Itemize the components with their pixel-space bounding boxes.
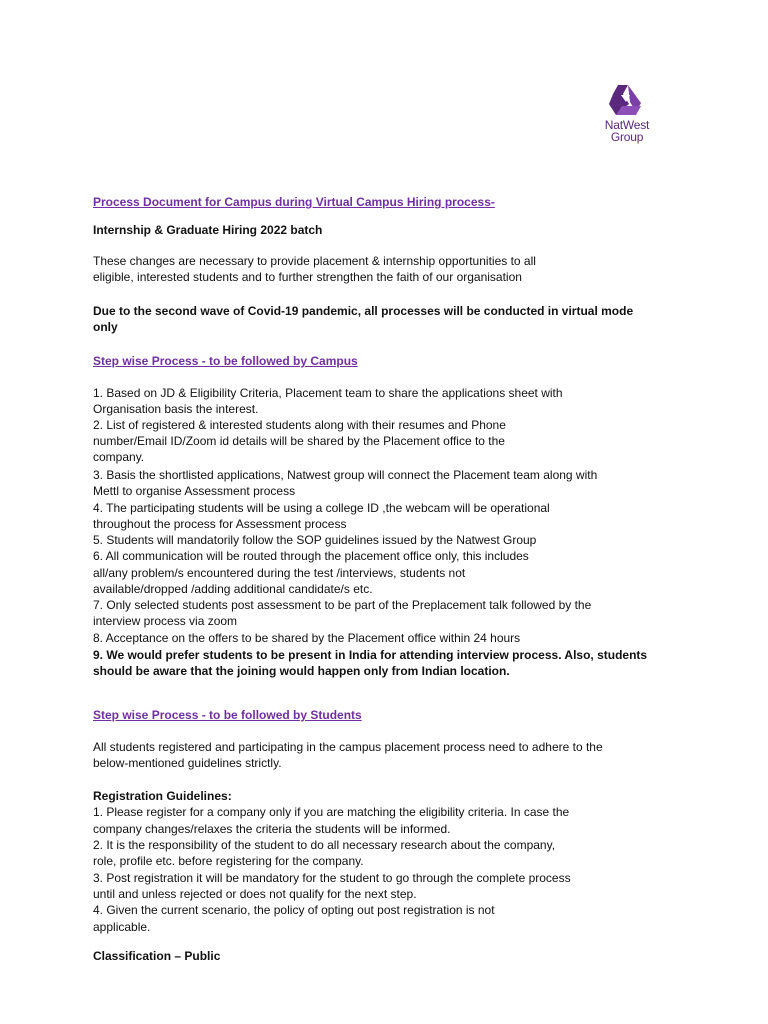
campus-step-line: number/Email ID/Zoom id details will be shared by the Placement office to the bbox=[93, 434, 505, 448]
registration-line: 4. Given the current scenario, the policy of opting out post registration is not bbox=[93, 903, 495, 917]
intro-line: These changes are necessary to provide placement & internship opportunities to all bbox=[93, 254, 536, 268]
students-intro-line: below-mentioned guidelines strictly. bbox=[93, 756, 282, 770]
campus-process-heading: Step wise Process - to be followed by Campus bbox=[93, 354, 358, 368]
campus-step-line: 1. Based on JD & Eligibility Criteria, Placement team to share the applications sheet with bbox=[93, 386, 563, 400]
campus-step-line: Organisation basis the interest. bbox=[93, 402, 259, 416]
brand-name-line2: Group bbox=[610, 130, 644, 144]
campus-step-line: 7. Only selected students post assessment to be part of the Preplacement talk followed by the bbox=[93, 598, 592, 612]
registration-line: role, profile etc. before registering for the company. bbox=[93, 854, 364, 868]
registration-line: 1. Please register for a company only if you are matching the eligibility criteria. In case the bbox=[93, 805, 570, 819]
registration-line: until and unless rejected or does not qualify for the next step. bbox=[93, 887, 417, 901]
covid-note-line: Due to the second wave of Covid-19 pandemic, all processes will be conducted in virtual mode bbox=[93, 304, 634, 318]
campus-step-line: company. bbox=[93, 450, 145, 464]
campus-step-line: all/any problem/s encountered during the test /interviews, students not bbox=[93, 566, 466, 580]
document-title: Process Document for Campus during Virtual Campus Hiring process- bbox=[93, 195, 495, 209]
campus-step9-line: 9. We would prefer students to be present in India for attending interview process. Also, students bbox=[93, 648, 648, 662]
campus-step-line: 4. The participating students will be using a college ID ,the webcam will be operational bbox=[93, 501, 550, 515]
campus-step-line: available/dropped /adding additional candidate/s etc. bbox=[93, 582, 373, 596]
natwest-cube-icon bbox=[608, 82, 644, 118]
campus-step9-line: should be aware that the joining would happen only from Indian location. bbox=[93, 664, 510, 678]
students-process-heading: Step wise Process - to be followed by Students bbox=[93, 708, 362, 722]
natwest-group-logo bbox=[594, 82, 660, 146]
batch-heading: Internship & Graduate Hiring 2022 batch bbox=[93, 223, 323, 237]
campus-step-line: 8. Acceptance on the offers to be shared by the Placement office within 24 hours bbox=[93, 631, 521, 645]
brand-name-line1: NatWest bbox=[604, 118, 650, 132]
registration-line: 3. Post registration it will be mandatory for the student to go through the complete process bbox=[93, 871, 571, 885]
intro-line: eligible, interested students and to further strengthen the faith of our organisation bbox=[93, 270, 522, 284]
campus-step-line: interview process via zoom bbox=[93, 614, 238, 628]
campus-step-line: 5. Students will mandatorily follow the SOP guidelines issued by the Natwest Group bbox=[93, 533, 537, 547]
students-intro-line: All students registered and participating in the campus placement process need to adhere to the bbox=[93, 740, 603, 754]
campus-step-line: 6. All communication will be routed through the placement office only, this includes bbox=[93, 549, 529, 563]
campus-step-line: 2. List of registered & interested students along with their resumes and Phone bbox=[93, 418, 506, 432]
campus-step-line: 3. Basis the shortlisted applications, Natwest group will connect the Placement team along with bbox=[93, 468, 598, 482]
covid-note-line: only bbox=[93, 320, 118, 334]
registration-heading: Registration Guidelines: bbox=[93, 789, 232, 803]
campus-step-line: Mettl to organise Assessment process bbox=[93, 484, 296, 498]
registration-line: company changes/relaxes the criteria the students will be informed. bbox=[93, 822, 451, 836]
registration-line: 2. It is the responsibility of the student to do all necessary research about the company, bbox=[93, 838, 556, 852]
registration-line: applicable. bbox=[93, 920, 151, 934]
classification-label: Classification – Public bbox=[93, 949, 221, 963]
campus-step-line: throughout the process for Assessment process bbox=[93, 517, 347, 531]
